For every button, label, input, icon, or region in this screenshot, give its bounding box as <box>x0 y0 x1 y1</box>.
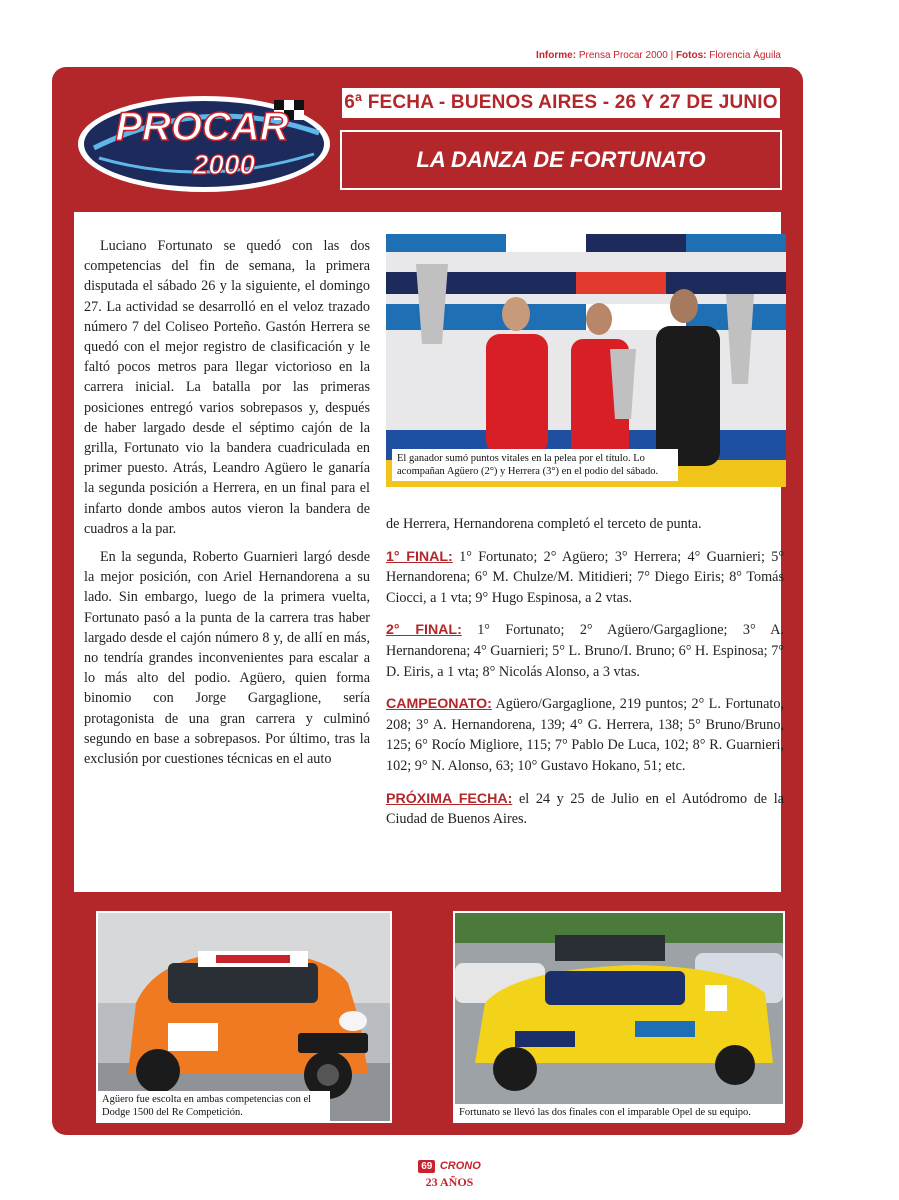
article-title: LA DANZA DE FORTUNATO <box>416 147 706 172</box>
article-paragraph-1: Luciano Fortunato se quedó con las dos competencias del fin de semana, la primera disputada el sábado 26 y la siguiente, el domingo 27. La actividad se desarrolló en el veloz trazado número 7 del Coliseo Porteño. Gastón Herrera se quedó con el mejor registro de clasificación y le faltó pocos metros para llegar victorioso en la carrera inicial. La batalla por las primeras posiciones entregó varios sobrepasos y, después de haber largado desde el séptimo cajón de la grilla, Fortunato vio la bandera cuadriculada en primer puesto. Atrás, Leandro Agüero le ganaría la segunda posición a Herrera, en un final para el infarto donde ambos autos vieron la bandera de cuadros a la par. <box>84 238 370 537</box>
page-number: 69 <box>418 1160 435 1173</box>
page-footer <box>0 1156 899 1190</box>
final1-label: 1° FINAL: <box>386 548 453 565</box>
credits-fotos-label: Fotos: <box>675 50 707 61</box>
article-paragraph-2: En la segunda, Roberto Guarnieri largó desde la mejor posición, con Ariel Hernandorena a su lado. Sin embargo, luego de la primera vuelta, Fortunato pasó a la punta de la carrera tras haber largado desde el cajón número 8 y, de allí en más, no tendría grandes inconvenientes para escalar a lo más alto del podio. Agüero, quien forma binomio con Jorge Gargaglione, sería protagonista de una gran carrera y culminó segundo en base a sobrepasos. Por último, tras la exclusión por cuestiones técnicas en el auto <box>84 549 370 768</box>
article-paragraph-3: de Herrera, Hernandorena completó el terceto de punta. <box>386 516 702 532</box>
podium-caption: El ganador sumó puntos vitales en la pelea por el título. Lo acompañan Agüero (2°) y Herrera (3°) en el podio del sábado. <box>392 449 678 481</box>
article-left-column <box>84 236 370 777</box>
final1-text: 1° Fortunato; 2° Agüero; 3° Herrera; 4° Guarnieri; 5° Hernandorena; 6° M. Chulze/M. Mitidieri; 7° Diego Eiris; 8° Tomás Ciocci, a 1 vta; 9° Hugo Espinosa, a 2 vtas. <box>386 548 785 606</box>
final2-text: 1° Fortunato; 2° Agüero/Gargaglione; 3° A. Hernandorena; 4° Guarnieri; 5° L. Bruno/I. Bruno; 6° H. Espinosa; 7° D. Eiris, a 1 vta; 8° Nicolás Alonso, a 3 vtas. <box>386 622 785 680</box>
final2-results <box>386 620 784 682</box>
orange-car-caption: Agüero fue escolta en ambas competencias con el Dodge 1500 del Re Competición. <box>98 1091 330 1121</box>
yellow-car-caption: Fortunato se llevó las dos finales con el imparable Opel de su equipo. <box>455 1104 783 1121</box>
credits-informe-value: Prensa Procar 2000 <box>578 50 668 61</box>
credits-informe-label: Informe: <box>536 50 577 61</box>
yellow-car-image <box>455 913 783 1121</box>
orange-car-photo <box>96 911 392 1123</box>
article-title-box <box>340 130 782 190</box>
championship-label: CAMPEONATO: <box>386 696 492 713</box>
yellow-car-photo <box>453 911 785 1123</box>
magazine-name: CRONO <box>439 1160 481 1172</box>
magazine-years: 23 AÑOS <box>425 1175 474 1189</box>
credits-separator: | <box>670 50 674 61</box>
orange-car-image <box>98 913 390 1121</box>
credits-fotos-value: Florencia Águila <box>709 50 781 61</box>
procar-2000-logo <box>74 88 336 198</box>
next-date-label: PRÓXIMA FECHA: <box>386 790 513 807</box>
event-header <box>340 86 782 120</box>
logo-text-procar: PROCAR <box>115 105 289 149</box>
championship-text: Agüero/Gargaglione, 219 puntos; 2° L. Fortunato, 208; 3° A. Hernandorena, 139; 4° G. Herrera, 138; 5° Bruno/Bruno, 125; 6° Rocío Migliore, 115; 7° Pablo De Luca, 102; 8° R. Guarnieri, 102; 9° N. Alonso, 63; 10° Gustavo Hokano, 51; etc. <box>386 696 784 774</box>
next-date-text: el 24 y 25 de Julio en el Autódromo de la Ciudad de Buenos Aires. <box>386 790 784 828</box>
event-header-text: 6ª FECHA - BUENOS AIRES - 26 Y 27 DE JUNIO <box>344 92 778 113</box>
article-right-column <box>386 514 784 842</box>
logo-text-2000: 2000 <box>192 149 256 180</box>
photo-credits <box>536 50 781 61</box>
next-date <box>386 789 784 830</box>
championship-results <box>386 694 784 776</box>
final2-label: 2° FINAL: <box>386 622 462 639</box>
final1-results <box>386 547 784 609</box>
podium-photo <box>386 234 786 487</box>
